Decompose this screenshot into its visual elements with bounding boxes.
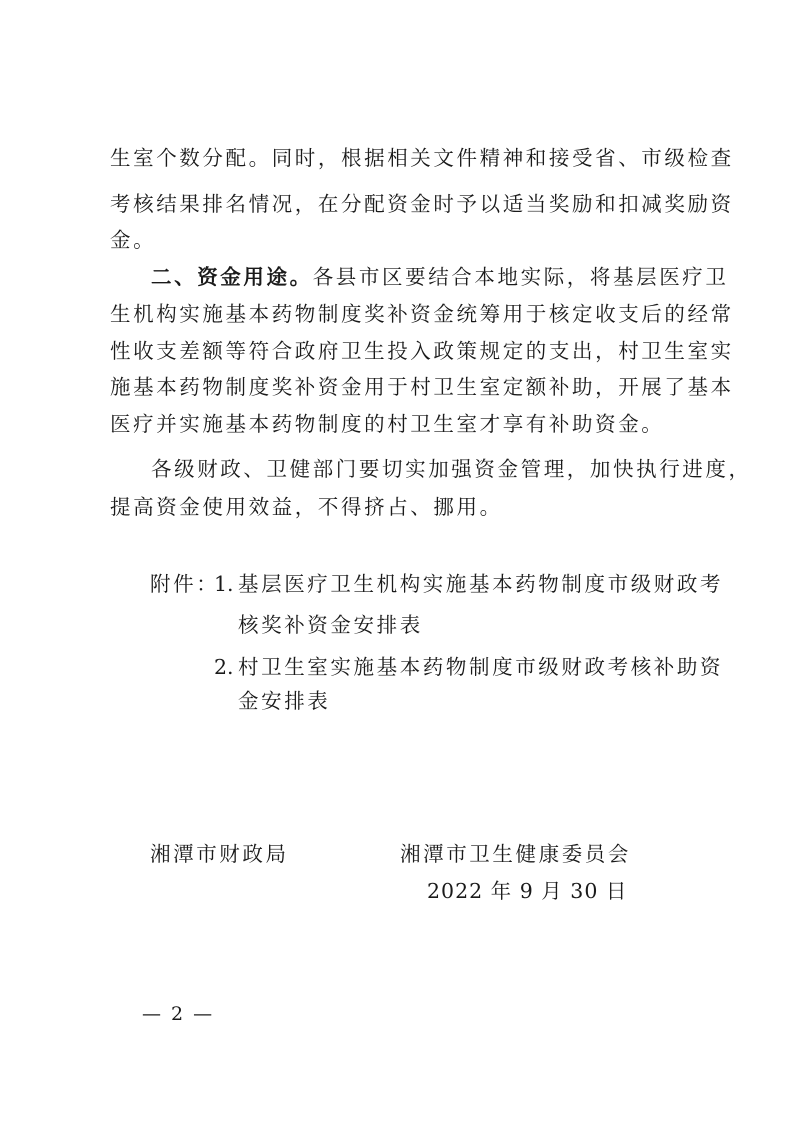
section-heading: 二、资金用途。 xyxy=(151,265,313,289)
signature-date: 2022 年 9 月 30 日 xyxy=(427,879,628,903)
paragraph-2-line-1-text: 各县市区要结合本地实际，将基层医疗卫 xyxy=(312,265,729,289)
attachment-2-line-1: 村卫生室实施基本药物制度市级财政考核补助资 xyxy=(238,655,724,679)
paragraph-1-line-1: 生室个数分配。同时，根据相关文件精神和接受省、市级检查 xyxy=(110,146,734,170)
attachment-2-line-2: 金安排表 xyxy=(238,689,331,713)
attachment-1-number: 1. xyxy=(214,572,234,596)
paragraph-2-line-4: 施基本药物制度奖补资金用于村卫生室定额补助，开展了基本 xyxy=(110,375,734,399)
paragraph-3-line-1: 各级财政、卫健部门要切实加强资金管理，加快执行进度， xyxy=(151,457,752,481)
paragraph-2-line-5: 医疗并实施基本药物制度的村卫生室才享有补助资金。 xyxy=(110,412,665,436)
attachment-1-line-2: 核奖补资金安排表 xyxy=(238,613,423,637)
paragraph-2-line-2: 生机构实施基本药物制度奖补资金统筹用于核定收支后的经常 xyxy=(110,302,734,326)
page-number: — 2 — xyxy=(142,1003,215,1025)
paragraph-1-line-3: 金。 xyxy=(110,228,157,252)
attachments-label: 附件： xyxy=(150,572,220,596)
paragraph-2-line-1 xyxy=(151,259,751,295)
signature-org-finance: 湘潭市财政局 xyxy=(150,842,289,866)
paragraph-1-line-2: 考核结果排名情况，在分配资金时予以适当奖励和扣减奖励资 xyxy=(110,192,734,216)
paragraph-2-line-3: 性收支差额等符合政府卫生投入政策规定的支出，村卫生室实 xyxy=(110,339,734,363)
attachment-2-number: 2. xyxy=(214,655,234,679)
attachment-1-line-1: 基层医疗卫生机构实施基本药物制度市级财政考 xyxy=(238,572,724,596)
signature-org-health: 湘潭市卫生健康委员会 xyxy=(400,842,631,866)
paragraph-3-line-2: 提高资金使用效益，不得挤占、挪用。 xyxy=(110,495,503,519)
